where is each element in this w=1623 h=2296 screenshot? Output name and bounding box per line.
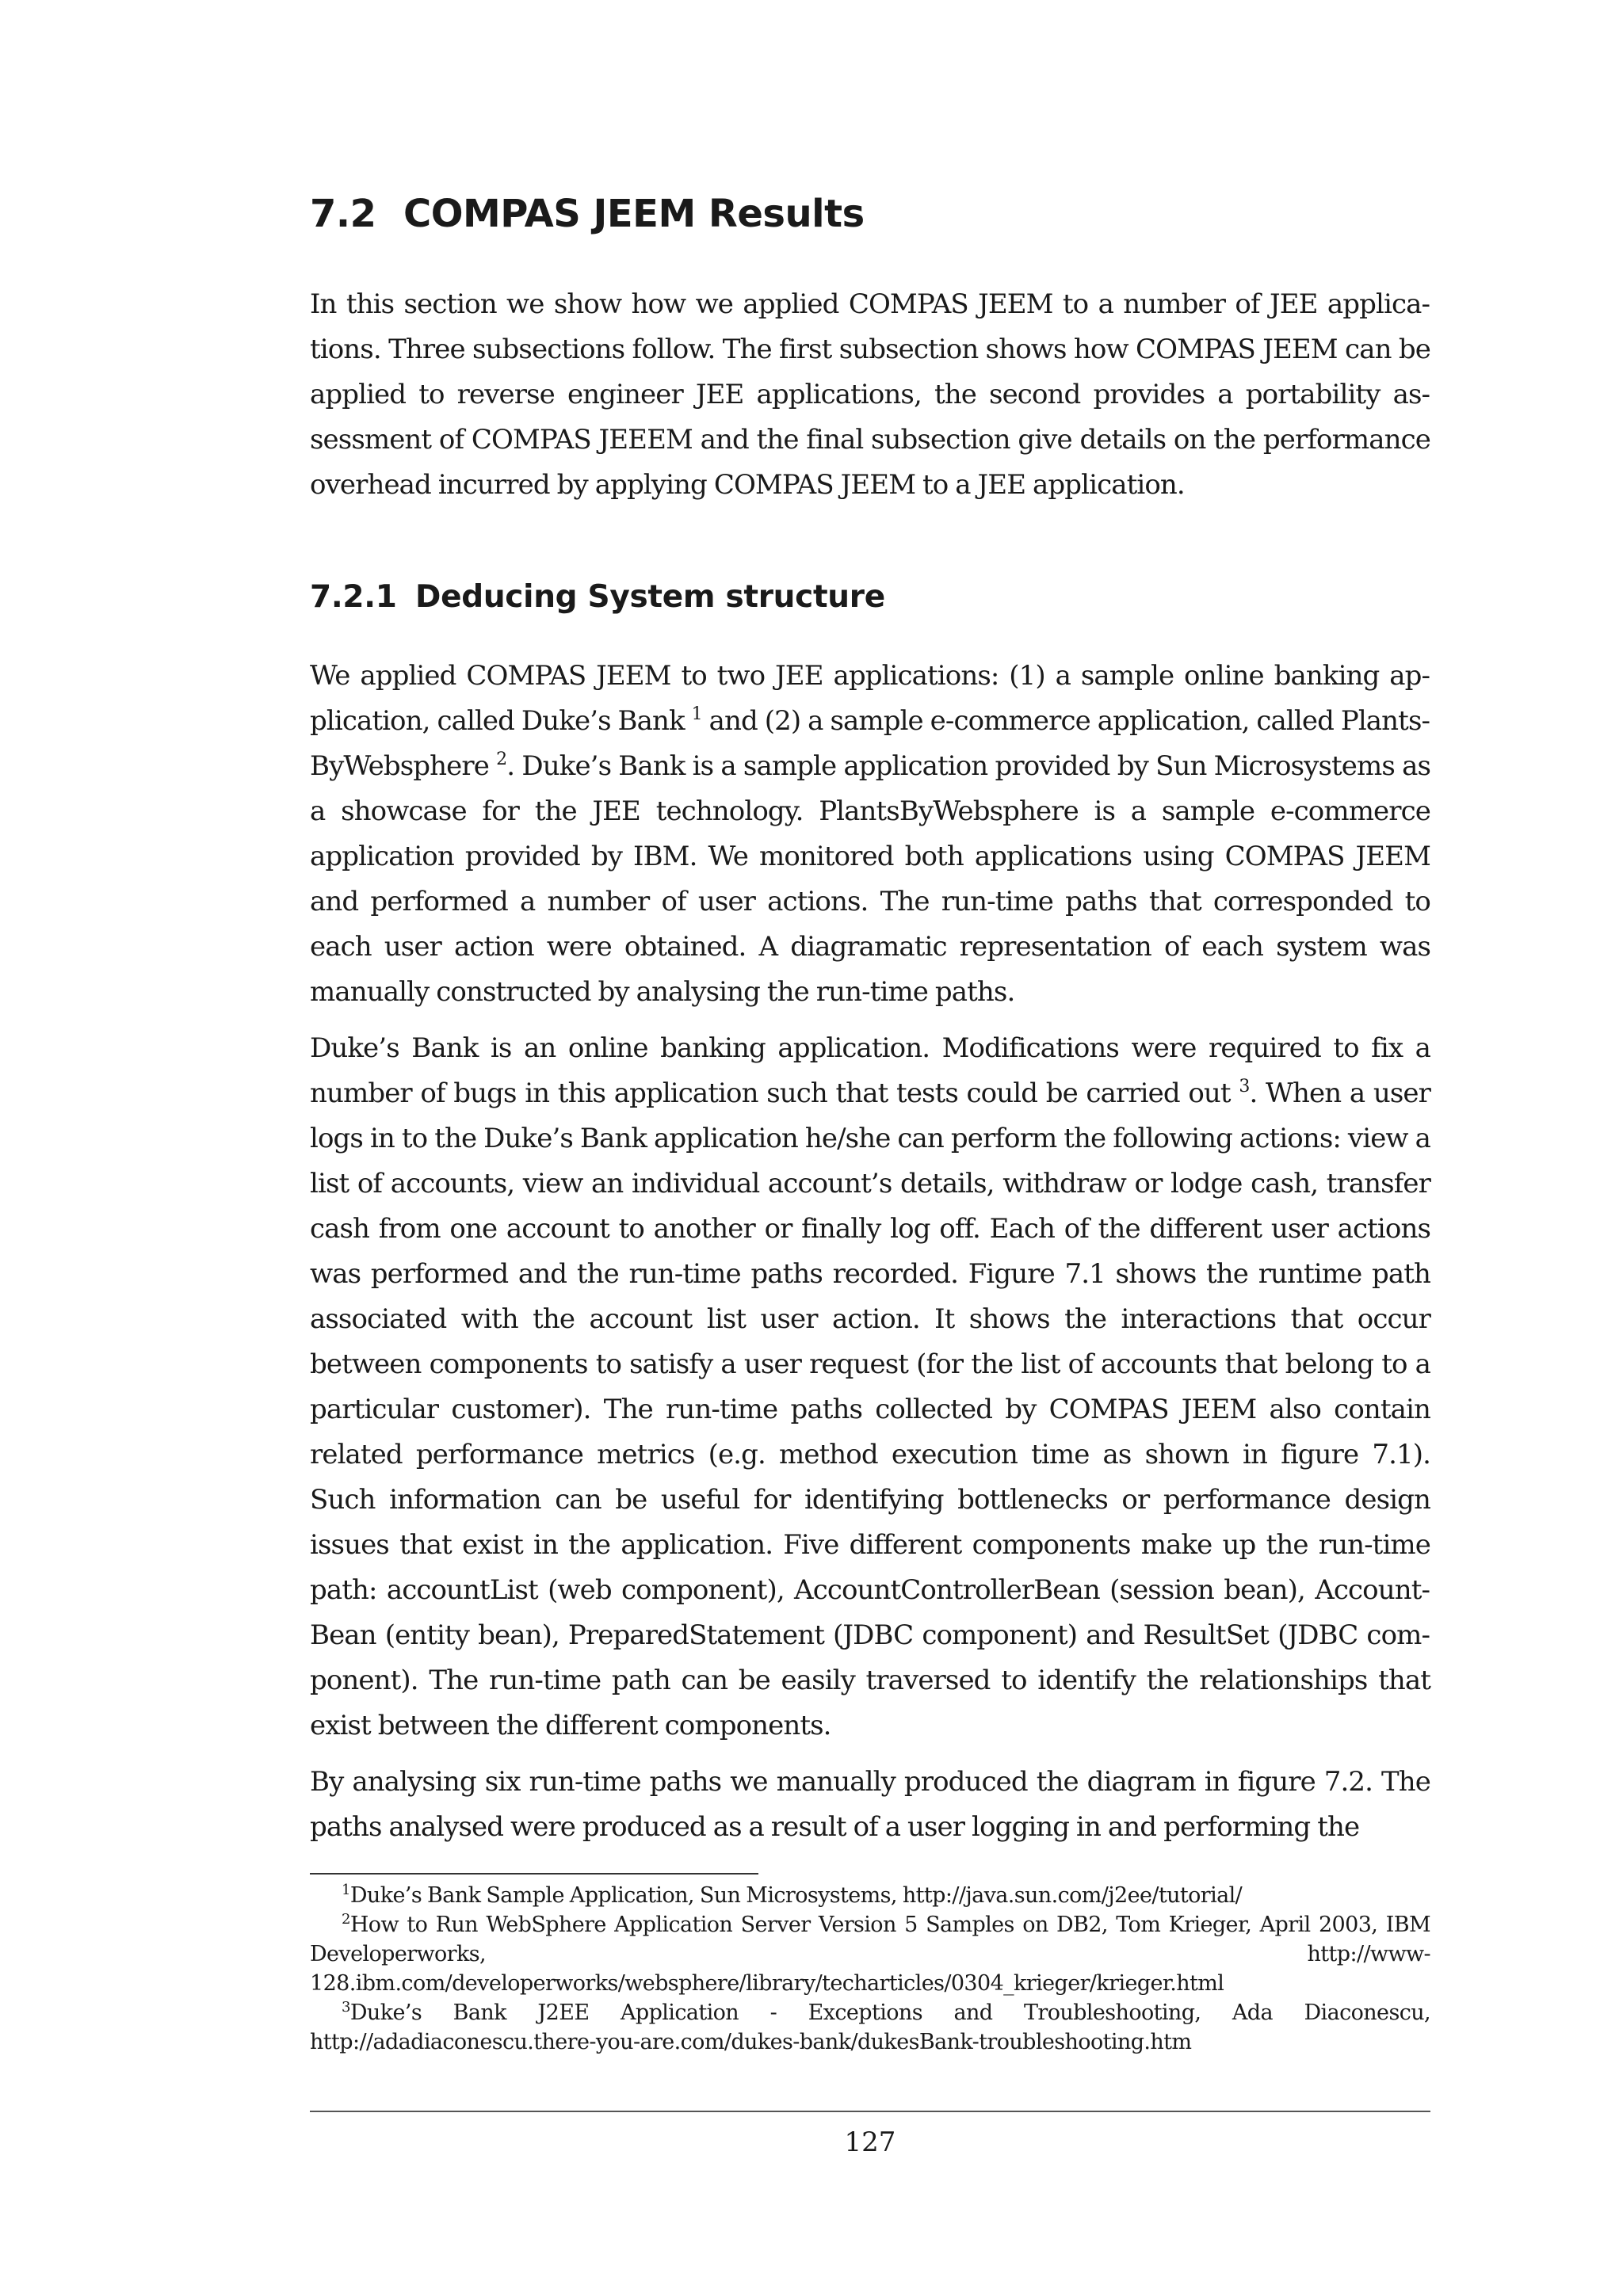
body-paragraph-1 [310,654,1430,1015]
footnote-text-1: Duke’s Bank Sample Application, Sun Microsystems, http://java.sun.com/j2ee/tutorial/ [349,1883,1243,1908]
footnote-mark-3: 3 [342,1999,350,2016]
page-footer-divider [310,2111,1430,2112]
footnote-divider [310,1873,758,1875]
footnote-ref-3: 3 [1239,1077,1250,1097]
intro-paragraph: In this section we show how we applied COMPAS JEEM to a number of JEE applications. Three subsections follow. The first subsection shows how COMPAS JEEM can be applied to reverse engineer JEE applications, the second provides a portability assessment of COMPAS JEEEM and the final subsection give details on the performance overhead incurred by applying COMPAS JEEM to a JEE application. [310,288,1430,501]
section-number: 7.2 [310,192,376,236]
footnote-ref-2: 2 [496,749,507,769]
paragraph-1-text-a: We applied COMPAS JEEM to two JEE applications: (1) a sample online banking application, called Duke’s Bank [310,660,1430,737]
paragraph-2-text-b: . When a user logs in to the Duke’s Bank application he/she can perform the following actions: view a list of accounts, view an individual account’s details, withdraw or lodge cash, transfer cash from one account to another or finally log off. Each of the different user actions was performed and the run-time paths recorded. Figure 7.1 shows the runtime path associated with the account list user action. It shows the interactions that occur between components to satisfy a user request (for the list of accounts that belong to a particular customer). The run-time paths collected by COMPAS JEEM also contain related performance metrics (e.g. method execution time as shown in figure 7.1). Such information can be useful for identifying bottlenecks or performance design issues that exist in the application. Five different components make up the run-time path: accountList (web component), AccountControllerBean (session bean), AccountBean (entity bean), PreparedStatement (JDBC component) and ResultSet (JDBC component). The run-time path can be easily traversed to identify the relationships that exist between the different components. [310,1077,1430,1741]
footnote-mark-1: 1 [342,1882,350,1898]
page-body [310,190,1430,1850]
page-number: 127 [844,2126,896,2158]
footnote-mark-2: 2 [342,1911,350,1928]
paragraph-2-text-a: Duke’s Bank is an online banking application. Modifications were required to fix a number of bugs in this application such that tests could be carried out [310,1032,1430,1109]
footnote-ref-1: 1 [691,704,702,724]
section-title: COMPAS JEEM Results [403,192,865,236]
subsection-heading [310,578,1430,617]
footnote-2 [310,1910,1430,1998]
footnote-text-2: How to Run WebSphere Application Server Version 5 Samples on DB2, Tom Krieger, April 2003, IBM Developerworks, http://www-128.ibm.com/developerworks/websphere/library/techarticles/0304_krieger/krieger.html [310,1913,1430,1996]
paragraph-1-text-c: . Duke’s Bank is a sample application provided by Sun Microsystems as a showcase for the JEE technology. PlantsByWebsphere is a sample e-commerce application provided by IBM. We monitored both applications using COMPAS JEEM and performed a number of user actions. The run-time paths that corresponded to each user action were obtained. A diagramatic representation of each system was manually constructed by analysing the run-time paths. [310,750,1430,1008]
subsection-number: 7.2.1 [310,579,397,615]
subsection-title: Deducing System structure [415,579,885,615]
body-paragraph-2 [310,1026,1430,1749]
footnote-3 [310,1998,1430,2057]
body-paragraph-3: By analysing six run-time paths we manually produced the diagram in figure 7.2. The paths analysed were produced as a result of a user logging in and performing the [310,1766,1430,1843]
paragraph-1-text-b: and (2) a sample e-commerce application, called PlantsByWebsphere [310,705,1430,782]
section-heading [310,190,1430,238]
footnote-1 [310,1881,1430,1910]
footnotes [310,1873,1430,2057]
footnote-text-3: Duke’s Bank J2EE Application - Exceptions and Troubleshooting, Ada Diaconescu, http://adadiaconescu.there-you-are.com/dukes-bank/dukesBank-troubleshooting.htm [310,2000,1430,2054]
